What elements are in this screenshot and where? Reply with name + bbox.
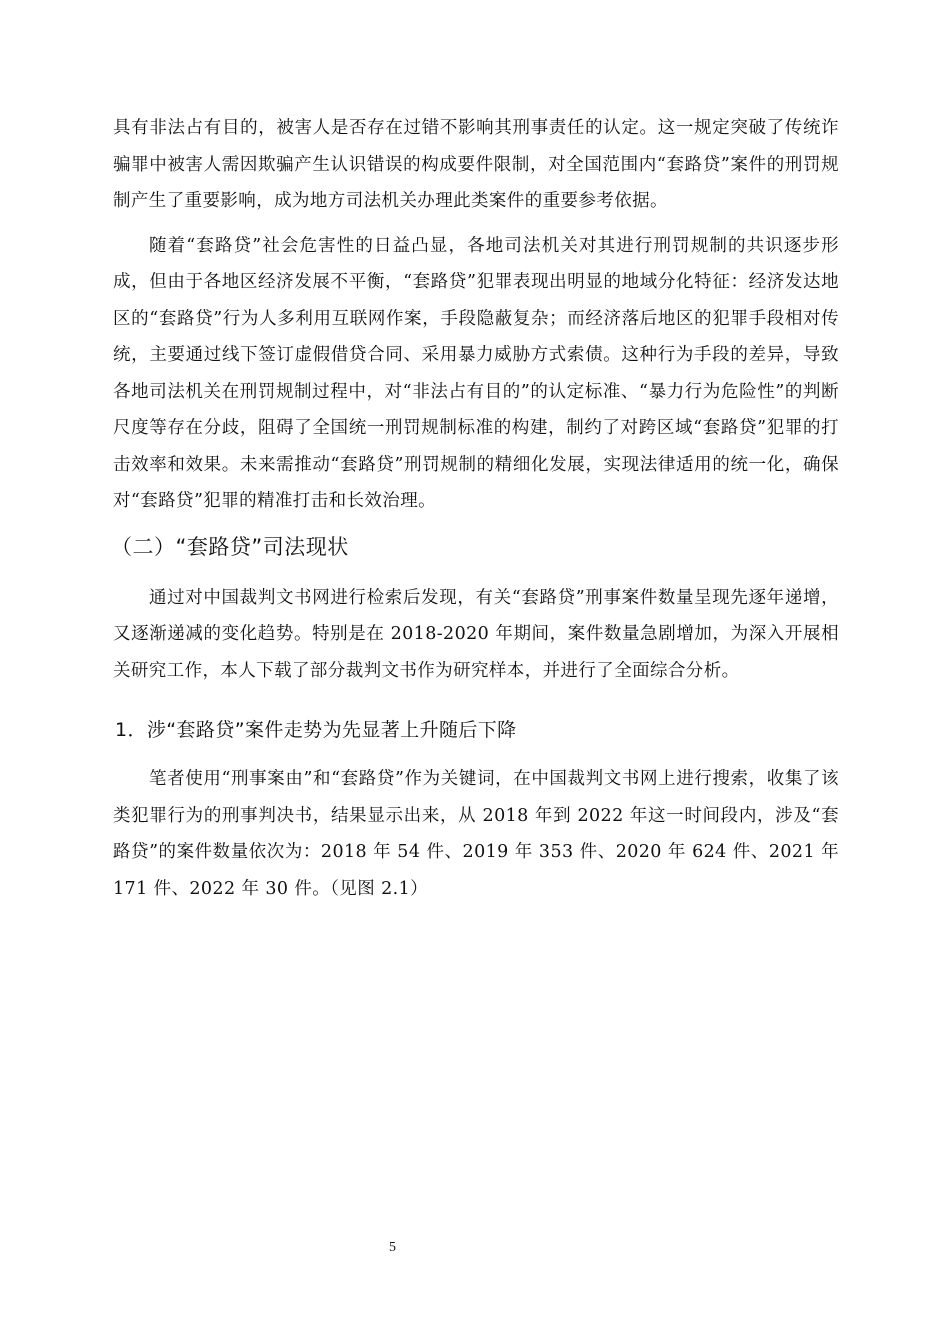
paragraph-continuation: 具有非法占有目的，被害人是否存在过错不影响其刑事责任的认定。这一规定突破了传统诈骗罪中被害人需因欺骗产生认识错误的构成要件限制，对全国范围内“套路贷”案件的刑罚规制产生了重要影响，成为地方司法机关办理此类案件的重要参考依据。 [113, 118, 839, 211]
paragraph-regional-differences: 随着“套路贷”社会危害性的日益凸显，各地司法机关对其进行刑罚规制的共识逐步形成，但由于各地区经济发展不平衡，“套路贷”犯罪表现出明显的地域分化特征：经济发达地区的“套路贷”行为人多利用互联网作案，手段隐蔽复杂；而经济落后地区的犯罪手段相对传统，主要通过线下签订虚假借贷合同、采用暴力威胁方式索债。这种行为手段的差异，导致各地司法机关在刑罚规制过程中，对“非法占有目的”的认定标准、“暴力行为危险性”的判断尺度等存在分歧，阻碍了全国统一刑罚规制标准的构建，制约了对跨区域“套路贷”犯罪的打击效率和效果。未来需推动“套路贷”刑罚规制的精细化发展，实现法律适用的统一化，确保对“套路贷”犯罪的精准打击和长效治理。 [113, 235, 839, 511]
subsection-heading-case-trend: 1．涉“套路贷”案件走势为先显著上升随后下降 [115, 719, 517, 741]
paragraph-search-findings: 通过对中国裁判文书网进行检索后发现，有关“套路贷”刑事案件数量呈现先逐年递增，又逐渐递减的变化趋势。特别是在 2018-2020 年期间，案件数量急剧增加，为深入开展相关研究工作，本人下载了部分裁判文书作为研究样本，并进行了全面综合分析。 [113, 587, 839, 681]
page-number: 5 [389, 1240, 396, 1255]
document-body [113, 110, 839, 907]
paragraph-case-counts: 笔者使用“刑事案由”和“套路贷”作为关键词，在中国裁判文书网上进行搜索，收集了该类犯罪行为的刑事判决书，结果显示出来，从 2018 年到 2022 年这一时间段内，涉及“套路贷”的案件数量依次为：2018 年 54 件、2019 年 353 件、2020 年 624 件、2021 年 171 件、2022 年 30 件。（见图 2.1） [113, 769, 839, 899]
section-heading-judicial-status: （二）“套路贷”司法现状 [111, 534, 349, 559]
